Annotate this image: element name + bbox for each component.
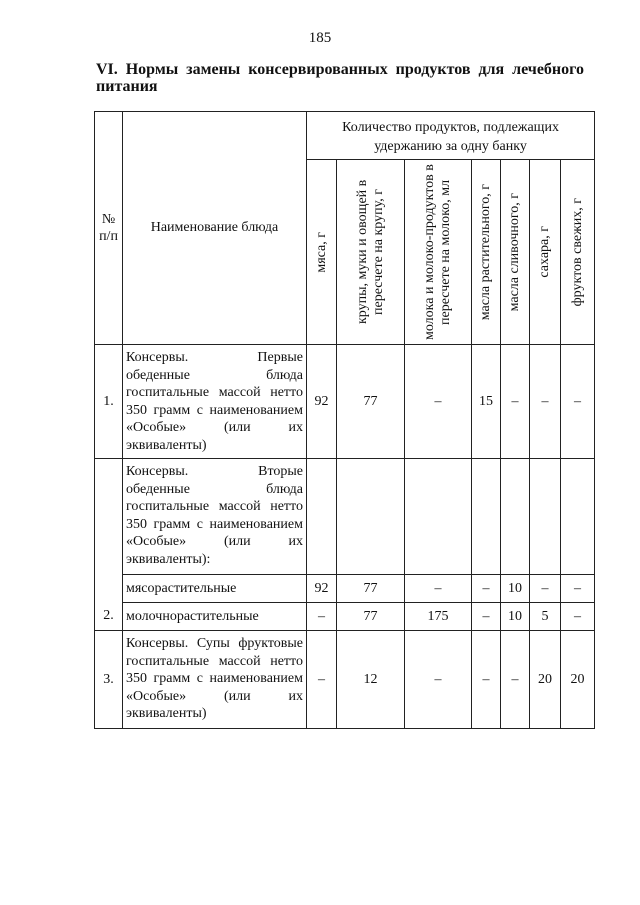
row-dish-name: Консервы. Супы фруктовые госпитальные массой нетто 350 грамм с наименованием «Особые» (или их эквиваленты) xyxy=(123,631,307,729)
table-row xyxy=(95,459,595,575)
value-cell: – xyxy=(472,631,501,729)
table-row xyxy=(95,345,595,459)
table-subrow xyxy=(95,603,595,631)
value-cell: 12 xyxy=(337,631,405,729)
value-cell: 10 xyxy=(501,575,530,603)
document-title: VI. Нормы замены консервированных продуктов для лечебного питания xyxy=(96,61,584,95)
value-cell: 92 xyxy=(307,345,337,459)
value-cell: 92 xyxy=(307,575,337,603)
row-number: 2. xyxy=(95,459,123,631)
value-cell: 20 xyxy=(530,631,561,729)
header-col-butter: масла сливочного, г xyxy=(501,160,530,345)
value-cell: – xyxy=(561,345,595,459)
value-cell: – xyxy=(501,631,530,729)
header-col-meat: мяса, г xyxy=(307,160,337,345)
row-dish-name: Консервы. Первые обеденные блюда госпитальные массой нетто 350 грамм с наименованием «Особые» (или их эквиваленты) xyxy=(123,345,307,459)
page-number: 185 xyxy=(308,30,332,46)
value-cell: 77 xyxy=(337,575,405,603)
value-cell: – xyxy=(561,575,595,603)
subrow-name: мясорастительные xyxy=(123,575,307,603)
header-col-sugar: сахара, г xyxy=(530,160,561,345)
value-cell: – xyxy=(472,575,501,603)
value-cell: – xyxy=(405,345,472,459)
value-cell: 77 xyxy=(337,603,405,631)
value-cell: – xyxy=(530,345,561,459)
value-cell: – xyxy=(307,603,337,631)
value-cell: – xyxy=(501,345,530,459)
value-cell: 77 xyxy=(337,345,405,459)
value-cell: – xyxy=(530,575,561,603)
header-col-vegetable-oil: масла растительного, г xyxy=(472,160,501,345)
value-cell: – xyxy=(405,631,472,729)
header-col-milk: молока и молоко-продуктов в пересчете на молоко, мл xyxy=(405,160,472,345)
header-dish-name: Наименование блюда xyxy=(123,112,307,345)
table-row xyxy=(95,631,595,729)
header-col-groats: крупы, муки и овощей в пересчете на крупу, г xyxy=(337,160,405,345)
value-cell: – xyxy=(307,631,337,729)
value-cell: – xyxy=(561,603,595,631)
row-number: 3. xyxy=(95,631,123,729)
value-cell: 175 xyxy=(405,603,472,631)
header-col-fresh-fruit: фруктов свежих, г xyxy=(561,160,595,345)
subrow-name: молочнорастительные xyxy=(123,603,307,631)
table-subrow xyxy=(95,575,595,603)
replacement-norms-table xyxy=(94,111,595,729)
value-cell: 10 xyxy=(501,603,530,631)
header-quantity: Количество продуктов, подлежащих удержанию за одну банку xyxy=(307,112,595,160)
row-dish-name: Консервы. Вторые обеденные блюда госпитальные массой нетто 350 грамм с наименованием «Особые» (или их эквиваленты): xyxy=(123,459,307,575)
header-number: № п/п xyxy=(95,112,123,345)
value-cell: – xyxy=(472,603,501,631)
value-cell: 20 xyxy=(561,631,595,729)
value-cell: 15 xyxy=(472,345,501,459)
value-cell: 5 xyxy=(530,603,561,631)
value-cell: – xyxy=(405,575,472,603)
row-number: 1. xyxy=(95,345,123,459)
